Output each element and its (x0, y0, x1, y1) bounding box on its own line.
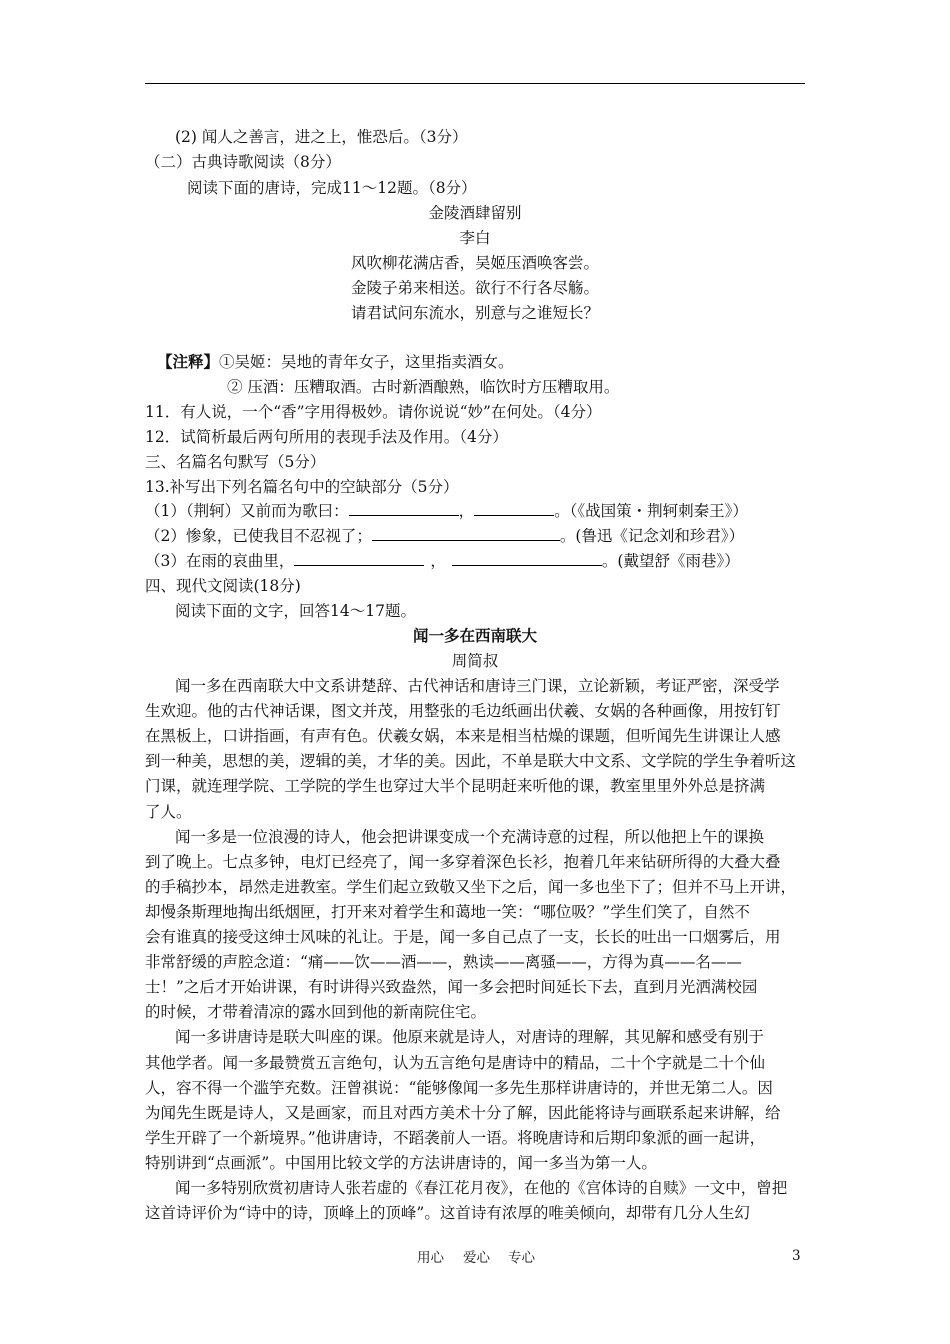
fill-blank[interactable] (452, 551, 602, 566)
question-13: 13.补写出下列名篇名句中的空缺部分（5分） (145, 478, 459, 496)
article-line: 其他学者。闻一多最赞赏五言绝句，认为五言绝句是唐诗中的精品，二十个字就是二十个仙 (145, 1053, 766, 1072)
section-3-title: 三、名篇名句默写（5分） (145, 453, 326, 471)
footer-word: 爱心 (463, 1250, 490, 1266)
poem-line: 风吹柳花满店香，吴姬压酒唤客尝。 (350, 254, 599, 272)
article-line: 的时候，才带着清凉的露水回到他的新南院住宅。 (145, 1003, 487, 1022)
footer-word: 用心 (417, 1250, 444, 1266)
article-line: 到了晚上。七点多钟，电灯已经亮了，闻一多穿着深色长衫，抱着几年来钻研所得的大叠大叠 (145, 852, 781, 871)
fill-3-source: 。(戴望舒《雨巷》） (601, 552, 740, 570)
fill-2-source: 。(鲁迅《记念刘和珍君》） (559, 527, 745, 545)
article-line: 这首诗评价为“诗中的诗，顶峰上的顶峰”。这首诗有浓厚的唯美倾向，却带有几分人生幻 (145, 1204, 750, 1223)
footer-word: 专心 (508, 1250, 535, 1266)
section-2-title: （二）古典诗歌阅读（8分） (145, 153, 341, 171)
poem-author: 李白 (459, 229, 491, 247)
article-line: 闻一多在西南联大中文系讲楚辞、古代神话和唐诗三门课，立论新颖，考证严密，深受学 (175, 677, 780, 695)
fill-1-source: 。（《战国策・荆轲刺秦王》） (554, 502, 748, 520)
fill-line-2 (145, 526, 744, 546)
article-line: 到一种美，思想的美，逻辑的美，才华的美。因此，不单是联大中文系、文学院的学生争着听这 (145, 752, 797, 771)
fill-blank[interactable] (474, 501, 554, 516)
fill-3-text: （3）在雨的哀曲里， (145, 552, 295, 570)
article-line: 特别讲到“点画派”。中国用比较文学的方法讲唐诗的，闻一多当为第一人。 (145, 1153, 657, 1172)
fill-2-text: （2）惨象，已使我目不忍视了； (145, 527, 372, 545)
question-10-2: (2) 闻人之善言，进之上，惟恐后。（3分） (175, 128, 468, 146)
note-1 (157, 352, 514, 372)
article-line: 学生开辟了一个新境界。”他讲唐诗，不蹈袭前人一语。将晚唐诗和后期印象派的画一起讲， (145, 1128, 766, 1147)
section-4-title: 四、现代文阅读(18分) (145, 577, 301, 595)
article-line: 人，容不得一个滥竽充数。汪曾祺说：“能够像闻一多先生那样讲唐诗的，并世无第二人。因 (145, 1078, 773, 1097)
poem-line: 金陵子弟来相送。欲行不行各尽觞。 (350, 279, 599, 297)
header-rule (145, 83, 805, 84)
note-1-text: ①吴姬：吴地的青年女子，这里指卖酒女。 (219, 353, 514, 371)
fill-line-3 (145, 551, 740, 571)
note-label: 【注释】 (157, 352, 220, 371)
article-line: 闻一多讲唐诗是联大叫座的课。他原来就是诗人，对唐诗的理解，其见解和感受有别于 (175, 1028, 765, 1047)
fill-1-text: （1）（荆轲）又前而为歌曰： (145, 502, 349, 520)
article-line: 会有谁真的接受这绅士风味的礼让。于是，闻一多自己点了一支，长长的吐出一口烟雾后，用 (145, 928, 781, 946)
article-line: 却慢条斯理地掏出纸烟匣，打开来对着学生和蔼地一笑：“哪位吸？”学生们笑了，自然不 (145, 902, 750, 921)
fill-line-1 (145, 501, 748, 521)
section-2-instruction: 阅读下面的唐诗，完成11～12题。（8分） (187, 179, 477, 197)
fill-blank[interactable] (349, 501, 459, 516)
poem-line: 请君试问东流水，别意与之谁短长？ (350, 304, 599, 322)
question-11: 11．有人说，一个“香”字用得极妙。请你说说“妙”在何处。（4分） (145, 403, 602, 421)
fill-3-comma: ， (430, 552, 446, 570)
fill-blank[interactable] (294, 551, 424, 566)
article-line: 在黑板上，口讲指画，有声有色。伏羲女娲，本来是相当枯燥的课题，但听闻先生讲课让人感 (145, 727, 781, 746)
page-number: 3 (792, 1248, 801, 1264)
question-12: 12．试简析最后两句所用的表现手法及作用。（4分） (145, 428, 508, 446)
article-line: 门课，就连理学院、工学院的学生也穿过大半个昆明赶来听他的课，教室里里外外总是挤满 (145, 777, 766, 796)
article-line: 了人。 (145, 802, 192, 821)
article-author: 周简叔 (451, 652, 499, 670)
article-line: 的手稿抄本，昂然走进教室。学生们起立致敬又坐下之后，闻一多也坐下了；但并不马上开讲， (145, 877, 797, 896)
fill-blank[interactable] (372, 526, 560, 541)
article-line: 闻一多是一位浪漫的诗人，他会把讲课变成一个充满诗意的过程，所以他把上午的课换 (175, 827, 765, 846)
note-2: ② 压酒：压糟取酒。古时新酒酿熟，临饮时方压糟取用。 (227, 378, 620, 396)
poem-title: 金陵酒肆留别 (428, 204, 522, 222)
article-line: 生欢迎。他的古代神话课，图文并茂，用整张的毛边纸画出伏羲、女娲的各种画像，用按钉钉 (145, 702, 781, 721)
article-title: 闻一多在西南联大 (412, 626, 537, 645)
section-4-instruction: 阅读下面的文字，回答14～17题。 (175, 602, 416, 620)
article-line: 为闻先生既是诗人，又是画家，而且对西方美术十分了解，因此能将诗与画联系起来讲解，给 (145, 1103, 781, 1122)
article-line: 闻一多特别欣赏初唐诗人张若虚的《春江花月夜》，在他的《宫体诗的自赎》一文中，曾把 (175, 1179, 788, 1197)
article-line: 非常舒缓的声腔念道：“痛——饮——酒——，熟读——离骚——，方得为真——名—— (145, 953, 742, 972)
fill-1-comma: ， (458, 502, 475, 520)
article-line: 士！”之后才开始讲课，有时讲得兴致盎然，闻一多会把时间延长下去，直到月光洒满校园 (145, 978, 758, 997)
